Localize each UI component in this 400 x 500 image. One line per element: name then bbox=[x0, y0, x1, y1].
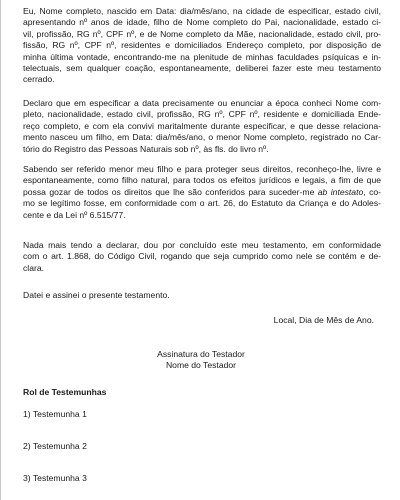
text-line: mento nasceu um filho, em Data: dia/mês/ano, o menor Nome completo, registrado no Car- bbox=[23, 132, 381, 143]
witness-item: 2) Testemunha 2 bbox=[23, 441, 87, 451]
paragraph-recognition bbox=[23, 164, 381, 221]
text-line: vil, profissão, RG nº, CPF nº, e de Nome completo da Mãe, nacionalidade, estado civil, pro- bbox=[23, 28, 381, 39]
text-line: tório do Registro das Pessoas Naturais sob nº, às fls. do livro nº. bbox=[23, 143, 269, 154]
text-line: cerrado. bbox=[23, 74, 55, 85]
text-line: Eu, Nome completo, nascido em Data: dia/mês/ano, na cidade de especificar, estado civil, bbox=[23, 6, 381, 16]
text-line: telectuais, sem qualquer coação, espontaneamente, deliberei fazer este meu testamento bbox=[23, 63, 381, 74]
witness-item: 3) Testemunha 3 bbox=[23, 473, 87, 483]
text-line: minha última vontade, encontrando-me na plenitude de minhas faculdades psíquicas e in- bbox=[23, 51, 381, 62]
text-line: reço completo, e com ela convivi maritalmente durante especificar, e que desse relaciona- bbox=[23, 120, 381, 131]
latin-phrase: ab intestato bbox=[317, 186, 364, 197]
text-line: Sabendo ser referido menor meu filho e para proteger seus direitos, reconheço-lhe, livre e bbox=[23, 164, 381, 174]
testator-name: Nome do Testador bbox=[165, 360, 237, 370]
text-line: possa gozar de todos os direitos que lhe são conferidos para suceder-me ab intestato, co- bbox=[23, 186, 382, 197]
paragraph-identification bbox=[23, 6, 381, 86]
text-line: cente e da Lei nº 6.515/77. bbox=[23, 209, 126, 220]
text-line: Declaro que em especificar a data precisamente ou enunciar a época conheci Nome com- bbox=[23, 98, 381, 108]
text-line: espontaneamente, como filho natural, para todos os efeitos jurídicos e legais, a fim de que bbox=[23, 175, 381, 186]
text-line: mo se legítimo fosse, em conformidade com o art. 26, do Estatuto da Criança e do Adoles- bbox=[23, 198, 381, 209]
paragraph-conclusion bbox=[23, 240, 381, 274]
text-line: fissão, RG nº, CPF nº, residentes e domiciliados Endereço completo, por disposição de bbox=[23, 40, 381, 51]
signature-label: Assinatura do Testador bbox=[157, 349, 245, 359]
witnesses-heading: Rol de Testemunhas bbox=[23, 387, 107, 397]
text-line: apresentando nº anos de idade, filho de Nome completo do Pai, nacionalidade, estado ci- bbox=[23, 17, 381, 28]
text-line: clara. bbox=[23, 262, 45, 273]
place-date: Local, Dia de Mês de Ano. bbox=[273, 315, 374, 325]
text-line: Nada mais tendo a declarar, dou por concluído este meu testamento, em conformidade bbox=[23, 240, 381, 250]
paragraph-declaration bbox=[23, 98, 381, 155]
text-line: pleto, nacionalidade, estado civil, profissão, RG nº, CPF nº, residente e domiciliada Ende- bbox=[23, 109, 381, 120]
dated-signed-text: Datei e assinei o presente testamento. bbox=[23, 290, 170, 300]
text-line: com o art. 1.868, do Código Civil, rogando que seja cumprido como nele se contém e de- bbox=[23, 251, 381, 262]
witness-item: 1) Testemunha 1 bbox=[23, 409, 87, 419]
